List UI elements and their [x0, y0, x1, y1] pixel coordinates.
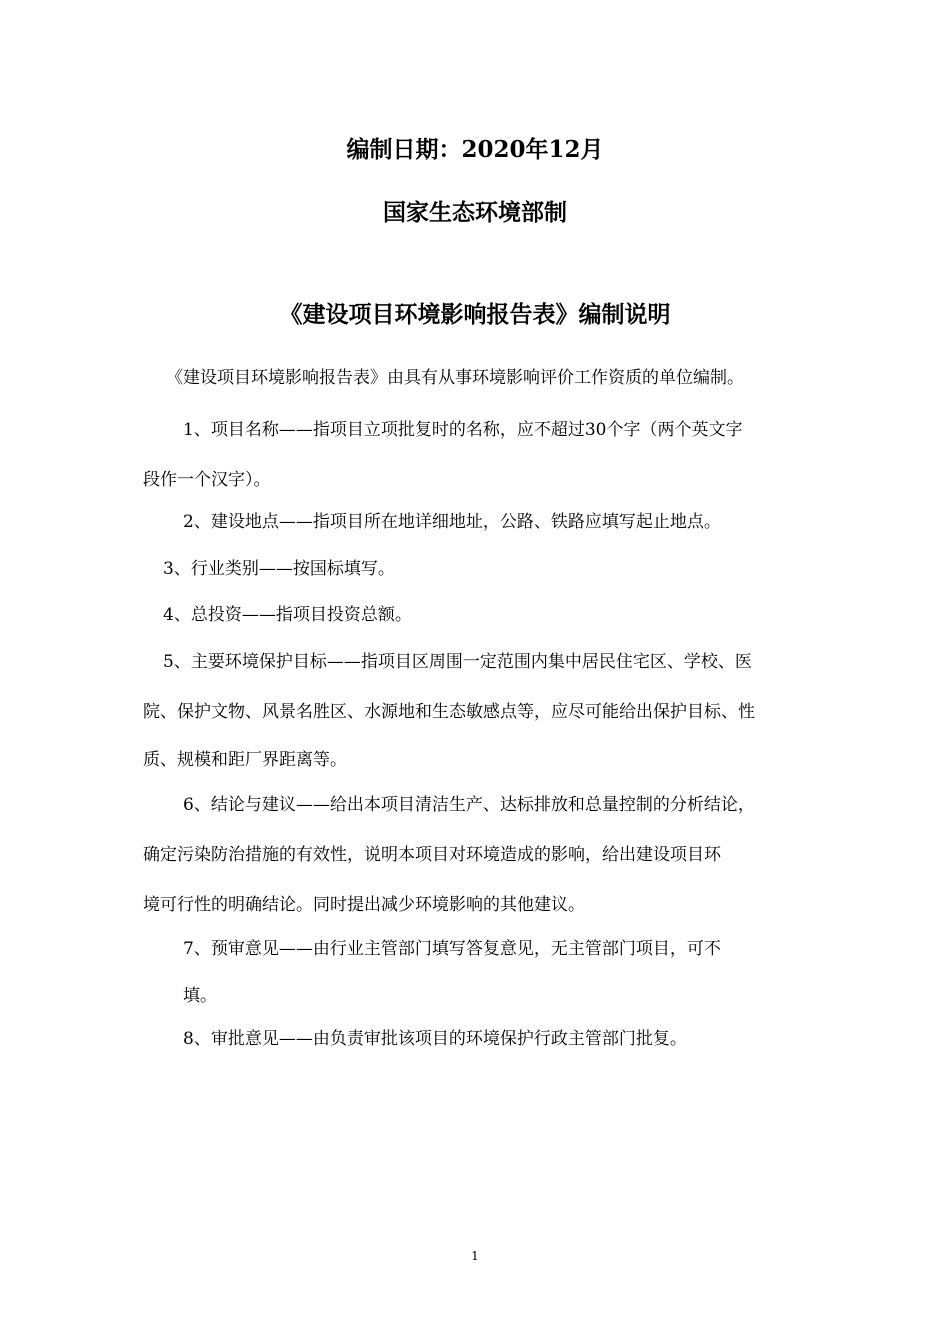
instructions-title: 《建设项目环境影响报告表》编制说明: [279, 301, 671, 328]
item-5-line-2: 院、保护文物、风景名胜区、水源地和生态敏感点等，应尽可能给出保护目标、性: [143, 702, 755, 722]
item-8: 8、审批意见——由负责审批该项目的环境保护行政主管部门批复。: [183, 1029, 687, 1049]
item-6-line-1: 6、结论与建议——给出本项目清洁生产、达标排放和总量控制的分析结论，: [183, 795, 755, 815]
item-6-line-3: 境可行性的明确结论。同时提出减少环境影响的其他建议。: [143, 895, 585, 915]
item-1-line-1: 1、项目名称——指项目立项批复时的名称，应不超过30个字（两个英文字: [183, 420, 743, 440]
compilation-date: 编制日期：2020年12月: [346, 136, 604, 163]
item-3: 3、行业类别——按国标填写。: [163, 559, 395, 579]
item-7-line-1: 7、预审意见——由行业主管部门填写答复意见，无主管部门项目，可不: [183, 939, 721, 959]
page-number: 1: [471, 1249, 479, 1263]
item-5-line-1: 5、主要环境保护目标——指项目区周围一定范围内集中居民住宅区、学校、医: [163, 652, 752, 672]
item-7-line-2: 填。: [183, 986, 217, 1006]
item-5-line-3: 质、规模和距厂界距离等。: [143, 750, 347, 770]
instructions-intro: 《建设项目环境影响报告表》由具有从事环境影响评价工作资质的单位编制。: [166, 368, 744, 388]
item-2: 2、建设地点——指项目所在地详细地址，公路、铁路应填写起止地点。: [183, 512, 721, 532]
item-1-line-2: 段作一个汉字）。: [143, 470, 271, 490]
item-4: 4、总投资——指项目投资总额。: [163, 605, 412, 625]
item-6-line-2: 确定污染防治措施的有效性，说明本项目对环境造成的影响，给出建设项目环: [143, 845, 721, 865]
issuing-authority: 国家生态环境部制: [383, 199, 567, 226]
